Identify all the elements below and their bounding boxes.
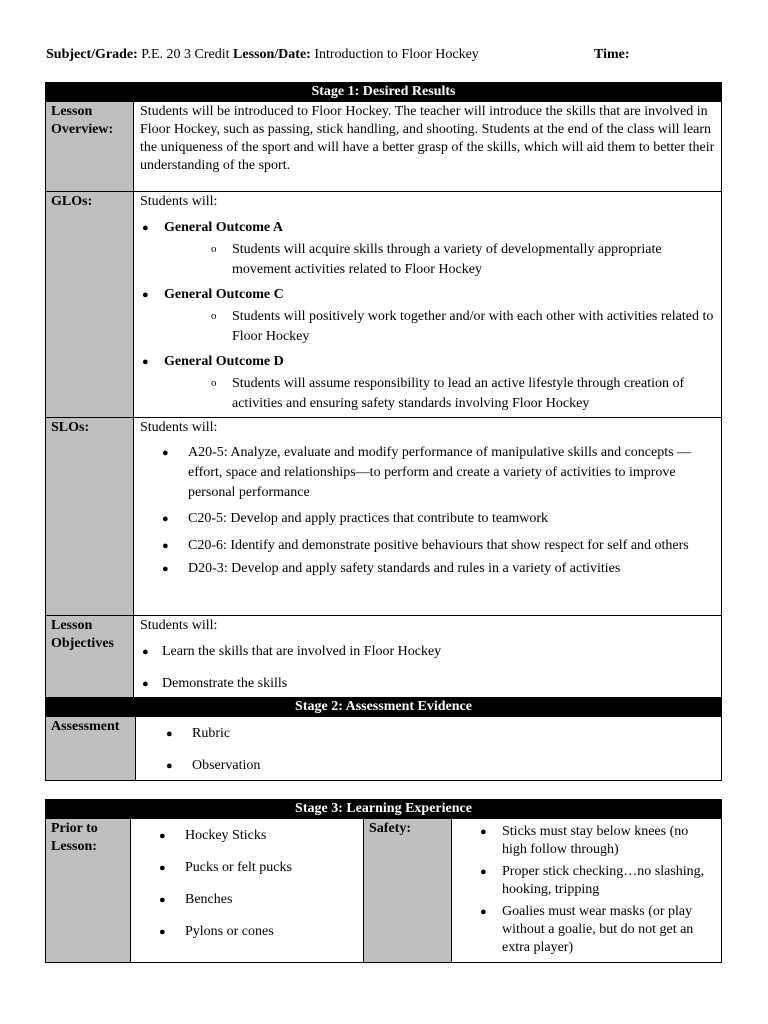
glos-list	[140, 219, 715, 414]
lesson-overview-label: Lesson Overview:	[46, 102, 134, 192]
prior-item: ● Benches	[157, 891, 357, 909]
glo-title: General Outcome D	[164, 354, 284, 369]
slos-list	[140, 443, 715, 579]
safety-item: ● Goalies must wear masks (or play without a goalie, but do not get an extra player)	[478, 903, 715, 957]
slos-intro: Students will:	[140, 420, 218, 435]
glos-label: GLOs:	[46, 192, 134, 418]
assessment-item: ● Rubric	[164, 725, 715, 743]
lesson-label: Lesson/Date:	[233, 47, 311, 62]
glo-item	[140, 286, 715, 347]
time-label: Time:	[594, 47, 630, 62]
assessment-item: ● Observation	[164, 757, 715, 775]
glos-intro: Students will:	[140, 194, 218, 209]
assessment-label: Assessment	[46, 717, 136, 781]
prior-item: ● Pucks or felt pucks	[157, 859, 357, 877]
stage1-table	[45, 82, 722, 699]
prior-to-lesson-label: Prior to Lesson:	[46, 819, 131, 963]
assessment-list	[142, 725, 715, 775]
safety-cell	[452, 819, 722, 963]
stage3-table	[45, 799, 722, 963]
glo-item	[140, 219, 715, 280]
objectives-list	[140, 643, 715, 693]
slo-item: ● D20-3: Develop and apply safety standards and rules in a variety of activities	[160, 559, 715, 579]
stage2-title: Stage 2: Assessment Evidence	[46, 698, 722, 717]
stage1-title: Stage 1: Desired Results	[46, 83, 722, 102]
safety-list	[458, 823, 715, 957]
prior-list	[137, 827, 357, 941]
glo-detail: o Students will acquire skills through a variety of developmentally appropriate movement activities related to Floor Hockey	[164, 240, 715, 280]
prior-item: ● Hockey Sticks	[157, 827, 357, 845]
prior-item: ● Pylons or cones	[157, 923, 357, 941]
objectives-cell	[134, 616, 722, 699]
objective-item: ● Learn the skills that are involved in Floor Hockey	[140, 643, 715, 661]
subject-label: Subject/Grade:	[46, 47, 138, 62]
glo-detail: o Students will assume responsibility to lead an active lifestyle through creation of activities and ensuring safety standards involving Floor Hockey	[164, 374, 715, 414]
stage3-title: Stage 3: Learning Experience	[46, 800, 722, 819]
objective-item: ● Demonstrate the skills	[140, 675, 715, 693]
glos-cell	[134, 192, 722, 418]
safety-item: ● Proper stick checking…no slashing, hooking, tripping	[478, 863, 715, 899]
slo-item: ● A20-5: Analyze, evaluate and modify performance of manipulative skills and concepts —effort, space and relationships—to perform and create a variety of activities to improve personal performance	[160, 443, 715, 503]
glo-title: General Outcome A	[164, 220, 283, 235]
glo-detail: o Students will positively work together and/or with each other with activities related to Floor Hockey	[164, 307, 715, 347]
slo-item: ● C20-5: Develop and apply practices that contribute to teamwork	[160, 509, 715, 529]
stage2-table	[45, 697, 722, 781]
subject-value: P.E. 20 3 Credit	[141, 47, 230, 62]
assessment-cell	[136, 717, 722, 781]
lesson-overview-text: Students will be introduced to Floor Hockey. The teacher will introduce the skills that are involved in Floor Hockey, such as passing, stick handling, and shooting. Students at the end of the class will learn the uniqueness of the sport and will have a better grasp of the skills, which will aid them to better their understanding of the sport.	[134, 102, 722, 192]
lesson-value: Introduction to Floor Hockey	[314, 47, 479, 62]
slos-cell	[134, 418, 722, 616]
glo-item	[140, 353, 715, 414]
slo-item: ● C20-6: Identify and demonstrate positive behaviours that show respect for self and others	[160, 535, 715, 557]
prior-cell	[131, 819, 364, 963]
safety-label: Safety:	[364, 819, 452, 963]
lesson-objectives-label: Lesson Objectives	[46, 616, 134, 699]
safety-item: ● Sticks must stay below knees (no high follow through)	[478, 823, 715, 859]
slos-label: SLOs:	[46, 418, 134, 616]
document-header	[46, 46, 736, 64]
glo-title: General Outcome C	[164, 287, 284, 302]
objectives-intro: Students will:	[140, 618, 218, 633]
